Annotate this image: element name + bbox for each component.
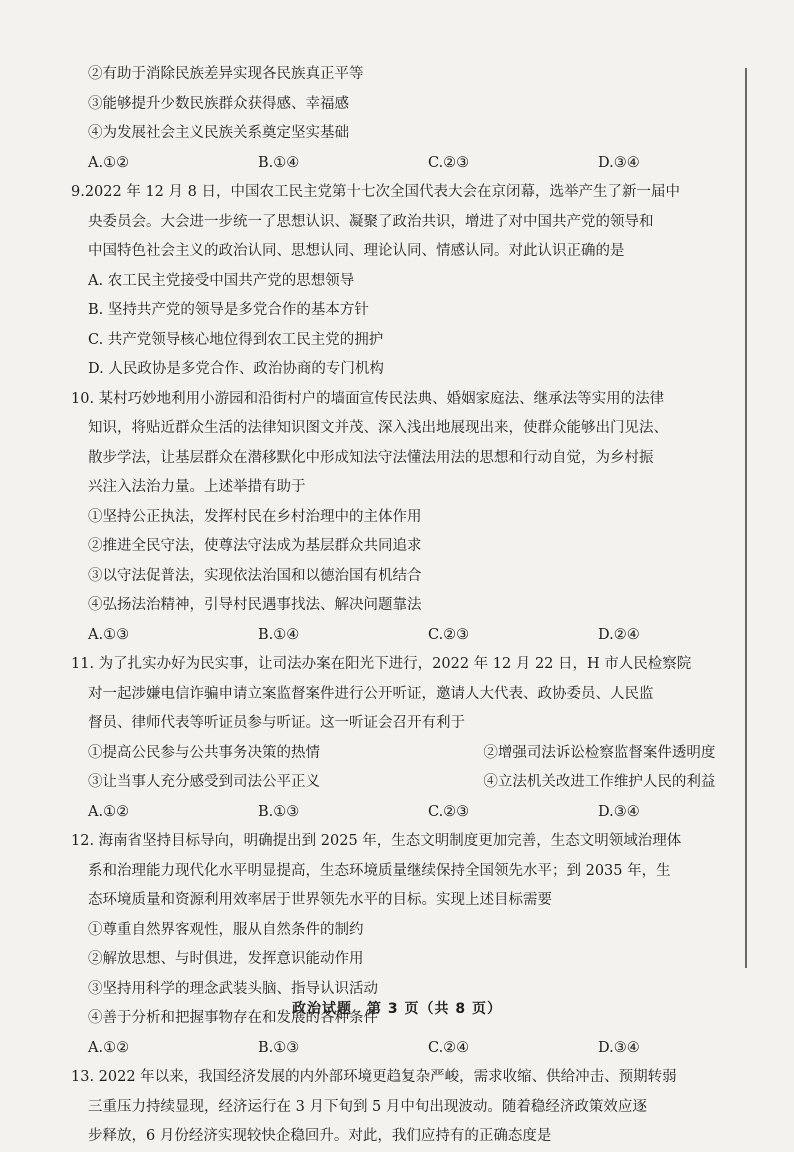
choice-c: C. 共产党领导核心地位得到农工民主党的拥护 <box>88 331 384 348</box>
option-b: B.①③ <box>258 1039 300 1056</box>
question-stem: 10. 某村巧妙地利用小游园和沿街村户的墙面宣传民法典、婚姻家庭法、继承法等实用的法律 <box>71 390 665 407</box>
margin-rule <box>745 68 747 968</box>
question-stem: 中国特色社会主义的政治认同、思想认同、理论认同、情感认同。对此认识正确的是 <box>88 243 625 259</box>
statement-item: ③以守法促普法，实现依法治国和以德治国有机结合 <box>88 567 422 584</box>
statement-item: ④立法机关改进工作维护人民的利益 <box>483 774 716 790</box>
answer-options <box>88 1034 733 1064</box>
question-stem: 系和治理能力现代化水平明显提高，生态环境质量继续保持全国领先水平；到 2035 年，生 <box>88 862 671 879</box>
statement-item: ①尊重自然界客观性，服从自然条件的制约 <box>88 921 364 938</box>
option-b: B.①④ <box>258 154 300 171</box>
question-10 <box>71 385 733 651</box>
questions-column <box>71 60 733 1152</box>
statement-item: ①坚持公正执法，发挥村民在乡村治理中的主体作用 <box>88 508 422 525</box>
choice-b: B. 坚持共产党的领导是多党合作的基本方针 <box>88 302 369 318</box>
option-c: C.②③ <box>428 803 470 820</box>
question-stem: 兴注入法治力量。上述举措有助于 <box>88 479 306 495</box>
statement-row <box>88 768 733 798</box>
option-d: D.②④ <box>598 626 640 643</box>
intro-block <box>88 60 733 178</box>
question-stem: 督员、律师代表等听证员参与听证。这一听证会召开有利于 <box>88 715 465 731</box>
choice-a: A. 农工民主党接受中国共产党的思想领导 <box>88 272 355 289</box>
statement-item: ③让当事人充分感受到司法公平正义 <box>88 774 320 790</box>
question-stem: 态环境质量和资源利用效率居于世界领先水平的目标。实现上述目标需要 <box>88 892 552 908</box>
option-b: B.①④ <box>258 626 300 643</box>
question-stem: 13. 2022 年以来，我国经济发展的内外部环境更趋复杂严峻，需求收缩、供给冲击、预期转弱 <box>71 1069 677 1085</box>
intro-item: ③能够提升少数民族群众获得感、幸福感 <box>88 95 349 112</box>
option-a: A.①② <box>88 803 130 820</box>
question-9 <box>71 178 733 385</box>
question-stem: 12. 海南省坚持目标导向，明确提出到 2025 年，生态文明制度更加完善，生态文明领域治理体 <box>71 833 682 849</box>
question-stem: 知识，将贴近群众生活的法律知识图文并茂、深入浅出地展现出来，使群众能够出门见法、 <box>88 420 668 436</box>
intro-item: ④为发展社会主义民族关系奠定坚实基础 <box>88 125 349 141</box>
question-12 <box>71 827 733 1063</box>
statement-item: ②解放思想、与时俱进，发挥意识能动作用 <box>88 951 364 967</box>
statement-item: ②增强司法诉讼检察监督案件透明度 <box>483 744 716 761</box>
option-d: D.③④ <box>598 1039 640 1056</box>
statement-row <box>88 739 733 769</box>
option-c: C.②③ <box>428 626 470 643</box>
option-d: D.③④ <box>598 803 640 820</box>
option-a: A.①③ <box>88 626 130 643</box>
question-stem: 11. 为了扎实办好为民实事，让司法办案在阳光下进行，2022 年 12 月 22 日，H 市人民检察院 <box>71 656 692 672</box>
choice-d: D. 人民政协是多党合作、政治协商的专门机构 <box>88 361 384 377</box>
option-b: B.①③ <box>258 803 300 820</box>
option-a: A.①② <box>88 1039 130 1056</box>
intro-item: ②有助于消除民族差异实现各民族真正平等 <box>88 66 364 82</box>
option-d: D.③④ <box>598 154 640 171</box>
question-13 <box>71 1063 733 1152</box>
intro-options <box>88 149 733 179</box>
question-stem: 9.2022 年 12 月 8 日，中国农工民主党第十七次全国代表大会在京闭幕，选举产生了新一届中 <box>71 184 680 200</box>
page-footer: 政治试题 第 3 页（共 8 页） <box>292 1001 502 1017</box>
question-stem: 对一起涉嫌电信诈骗申请立案监督案件进行公开听证，邀请人大代表、政协委员、人民监 <box>88 685 654 702</box>
question-stem: 央委员会。大会进一步统一了思想认识、凝聚了政治共识，增进了对中国共产党的领导和 <box>88 213 654 230</box>
option-c: C.②④ <box>428 1039 470 1056</box>
question-stem: 三重压力持续显现，经济运行在 3 月下旬到 5 月中旬出现波动。随着稳经济政策效应逐 <box>88 1098 647 1115</box>
statement-item: ④弘扬法治精神，引导村民遇事找法、解决问题靠法 <box>88 597 422 613</box>
answer-options <box>88 621 733 651</box>
statement-item: ③坚持用科学的理念武装头脑、指导认识活动 <box>88 980 378 997</box>
question-11 <box>71 650 733 827</box>
option-c: C.②③ <box>428 154 470 171</box>
answer-options <box>88 798 733 828</box>
statement-item: ①提高公民参与公共事务决策的热情 <box>88 744 320 761</box>
question-stem: 步释放，6 月份经济实现较快企稳回升。对此，我们应持有的正确态度是 <box>88 1128 552 1144</box>
statement-item: ④善于分析和把握事物存在和发展的各种条件 <box>88 1010 378 1026</box>
statement-item: ②推进全民守法，使尊法守法成为基层群众共同追求 <box>88 538 422 554</box>
question-stem: 散步学法，让基层群众在潜移默化中形成知法守法懂法用法的思想和行动自觉，为乡村振 <box>88 449 654 466</box>
option-a: A.①② <box>88 154 130 171</box>
